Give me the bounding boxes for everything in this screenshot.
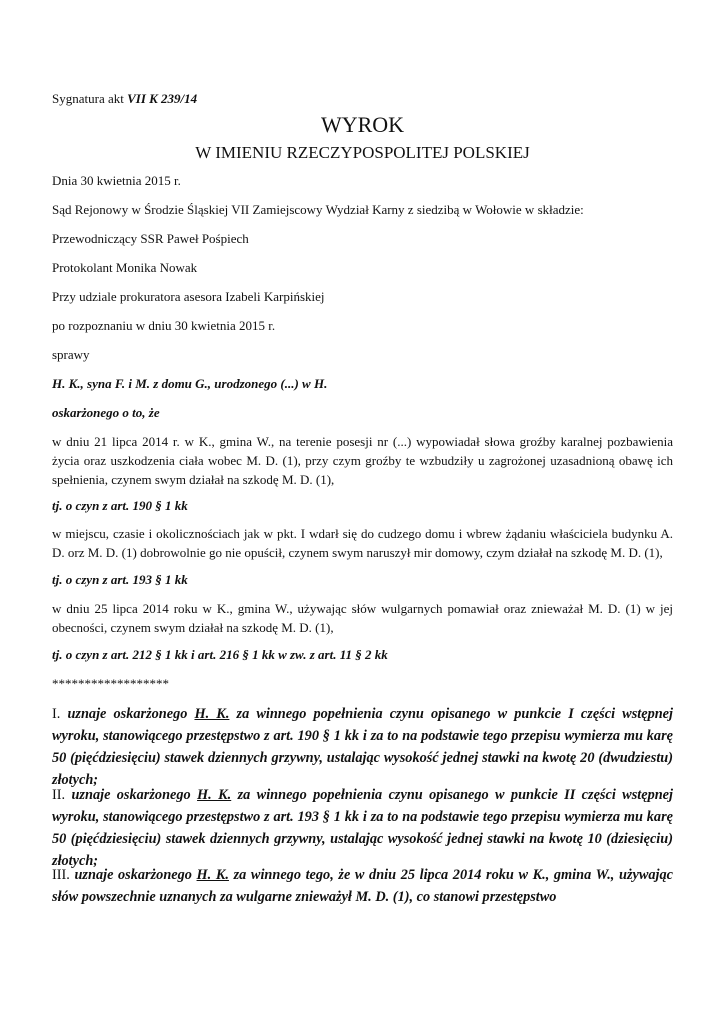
defendant-initials: H. K. [196,867,229,883]
verdict-point-number: III. [52,867,70,883]
accused-of: oskarżonego o to, że [52,405,160,420]
charge-text: w dniu 25 lipca 2014 roku w K., gmina W., używając słów wulgarnych pomawiał oraz znieważał M. D. (1) w jej obecności, czynem swym działał na szkodę M. D. (1), [52,601,673,635]
charge-article: tj. o czyn z art. 212 § 1 kk i art. 216 § 1 kk w zw. z art. 11 § 2 kk [52,647,388,662]
defendant-name: H. K., syna F. i M. z domu G., urodzonego (...) w H. [52,376,328,391]
defendant-initials: H. K. [194,706,230,722]
charge-text: w dniu 21 lipca 2014 r. w K., gmina W., na terenie posesji nr (...) wypowiadał słowa groźby karalnej pozbawienia życia oraz uszkodzenia ciała wobec M. D. (1), przy czym groźby te wzbudziły u zagrożonej uzasadnioną obawę ich spełnienia, czynem swym działał na szkodę M. D. (1), [52,434,673,487]
court-clerk: Protokolant Monika Nowak [52,260,198,275]
case-signature [52,91,197,107]
charge-text: w miejscu, czasie i okolicznościach jak w pkt. I wdarł się do cudzego domu i wbrew żądaniu właściciela budynku A. D. orz M. D. (1) dobrowolnie go nie opuścił, czynem swym naruszył mir domowy, czym działał na szkodę M. D. (1), [52,526,673,560]
verdict-title: WYROK [320,112,405,137]
verdict-point-number: II. [52,787,66,803]
verdict-point-pre: uznaje oskarżonego [71,787,191,803]
signature-number: VII K 239/14 [127,91,198,106]
court-composition: Sąd Rejonowy w Środzie Śląskiej VII Zamiejscowy Wydział Karny z siedzibą w Wołowie w składzie: [52,202,584,217]
verdict-point-pre: uznaje oskarżonego [67,706,188,722]
verdict-date: Dnia 30 kwietnia 2015 r. [52,173,181,188]
verdict-point-text: za winnego popełnienia czynu opisanego w punkcie I części wstępnej wyroku, stanowiącego przestępstwo z art. 190 § 1 kk i za to na podstawie tego przepisu wymierza mu karę 50 (pięćdziesięciu) stawek dziennych grzywny, ustalając wysokość jednej stawki na kwotę 20 (dwudziestu) złotych; [52,706,673,788]
case-word: sprawy [52,347,90,362]
verdict-point [52,864,673,908]
verdict-point-text: za winnego popełnienia czynu opisanego w punkcie II części wstępnej wyroku, stanowiącego przestępstwo z art. 193 § 1 kk i za to na podstawie tego przepisu wymierza mu karę 50 (pięćdziesięciu) stawek dziennych grzywny, ustalając wysokość jednej stawki na kwotę 10 (dziesięciu) złotych; [52,787,673,869]
presiding-judge: Przewodniczący SSR Paweł Pośpiech [52,231,249,246]
verdict-point-text: za winnego tego, że w dniu 25 lipca 2014 roku w K., gmina W., używając słów powszechnie uznanych za wulgarne znieważył M. D. (1), co stanowi przestępstwo [52,867,674,905]
verdict-point [52,703,673,791]
defendant-initials: H. K. [197,787,232,803]
charge-article: tj. o czyn z art. 190 § 1 kk [52,498,188,513]
prosecutor: Przy udziale prokuratora asesora Izabeli Karpińskiej [52,289,325,304]
charge-article: tj. o czyn z art. 193 § 1 kk [52,572,188,587]
verdict-point-pre: uznaje oskarżonego [74,867,192,883]
hearing-date: po rozpoznaniu w dniu 30 kwietnia 2015 r. [52,318,276,333]
verdict-point [52,784,673,872]
verdict-point-number: I. [52,706,61,722]
verdict-subtitle: W IMIENIU RZECZYPOSPOLITEJ POLSKIEJ [195,143,530,162]
signature-label: Sygnatura akt [52,91,124,106]
separator: ****************** [52,676,169,691]
